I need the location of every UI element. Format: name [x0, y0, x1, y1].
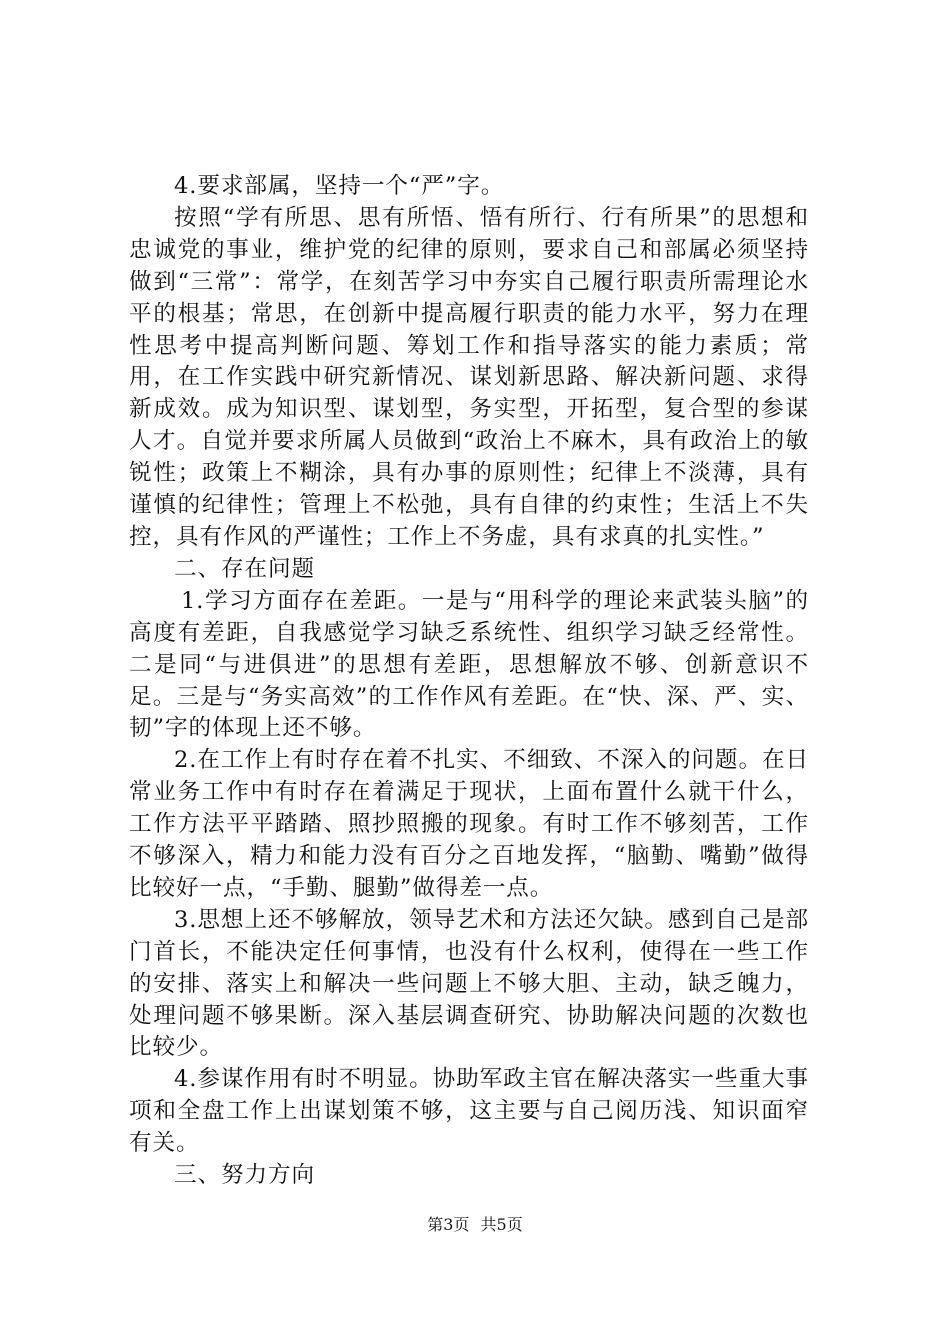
body-paragraph: 3.思想上还不够解放，领导艺术和方法还欠缺。感到自己是部门首长，不能决定任何事情，也没有什么权利，使得在一些工作的安排、落实上和解决一些问题上不够大胆、主动，缺乏魄力，处理问题不够果断。深入基层调查研究、协助解决问题的次数也比较少。 — [129, 906, 809, 1061]
document-body — [129, 171, 809, 1192]
body-paragraph: 4.参谋作用有时不明显。协助军政主官在解决落实一些重大事项和全盘工作上出谋划策不够，这主要与自己阅历浅、知识面窄有关。 — [129, 1066, 809, 1157]
section-heading: 二、存在问题 — [174, 555, 315, 582]
body-paragraph: 1.学习方面存在差距。一是与“用科学的理论来武装头脑”的高度有差距，自我感觉学习缺乏系统性、组织学习缺乏经常性。二是同“与进俱进”的思想有差距，思想解放不够、创新意识不足。三是与“务实高效”的工作作风有差距。在“快、深、严、实、韧”字的体现上还不够。 — [129, 587, 809, 742]
page-total: 共5页 — [480, 1215, 523, 1234]
page-footer — [0, 1215, 950, 1235]
body-paragraph: 2.在工作上有时存在着不扎实、不细致、不深入的问题。在日常业务工作中有时存在着满足于现状，上面布置什么就干什么，工作方法平平踏踏、照抄照搬的现象。有时工作不够刻苦，工作不够深入，精力和能力没有百分之百地发挥，“脑勤、嘴勤”做得比较好一点，“手勤、腿勤”做得差一点。 — [129, 747, 809, 901]
page-number: 第3页 — [427, 1215, 470, 1234]
body-paragraph: 按照“学有所思、思有所悟、悟有所行、行有所果”的思想和忠诚党的事业，维护党的纪律的原则，要求自己和部属必须坚持做到“三常”：常学，在刻苦学习中夯实自己履行职责所需理论水平的根基；常思，在创新中提高履行职责的能力水平，努力在理性思考中提高判断问题、筹划工作和指导落实的能力素质；常用，在工作实践中研究新情况、谋划新思路、解决新问题、求得新成效。成为知识型、谋划型，务实型，开拓型，复合型的参谋人才。自觉并要求所属人员做到“政治上不麻木，具有政治上的敏锐性；政策上不糊涂，具有办事的原则性；纪律上不淡薄，具有谨慎的纪律性；管理上不松弛，具有自律的约束性；生活上不失控，具有作风的严谨性；工作上不务虚，具有求真的扎实性。” — [129, 204, 809, 550]
section-heading: 4.要求部属，坚持一个“严”字。 — [174, 173, 505, 199]
section-heading: 三、努力方向 — [174, 1162, 315, 1189]
